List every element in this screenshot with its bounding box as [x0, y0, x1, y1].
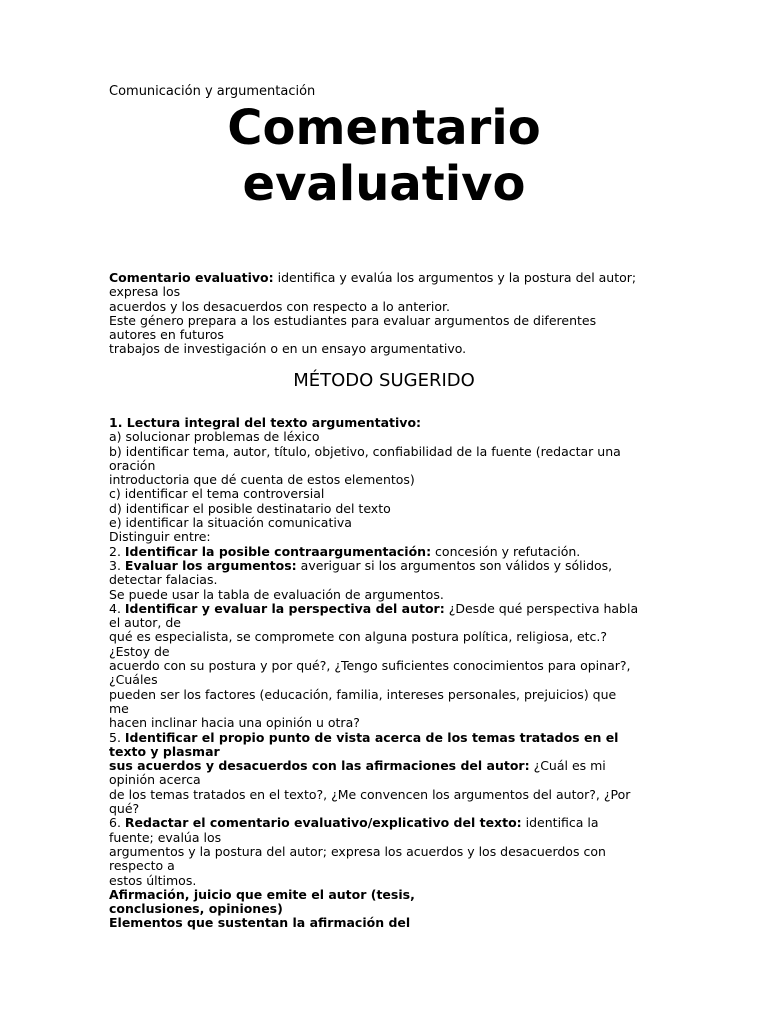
step-line: detectar falacias.: [109, 572, 218, 588]
step-line: texto y plasmar: [109, 743, 220, 759]
step-line: ¿Estoy de: [109, 643, 170, 659]
step-line: b) identificar tema, autor, título, objetivo, confiabilidad de la fuente (redactar una: [109, 443, 621, 459]
step-line: ¿Cuáles: [109, 672, 158, 688]
step-line: pueden ser los factores (educación, familia, intereses personales, prejuicios) que: [109, 686, 617, 702]
step-line: introductoria que dé cuenta de estos elementos): [109, 472, 415, 488]
step-line: 6. Redactar el comentario evaluativo/explicativo del texto: identifica la: [109, 815, 599, 831]
step-line: me: [109, 700, 129, 716]
step-line: Distinguir entre:: [109, 529, 211, 545]
intro-line: acuerdos y los desacuerdos con respecto a lo anterior.: [109, 298, 451, 314]
step-line: a) solucionar problemas de léxico: [109, 429, 320, 445]
step-line: 5. Identificar el propio punto de vista acerca de los temas tratados en el: [109, 729, 619, 745]
method-heading: MÉTODO SUGERIDO: [293, 370, 475, 391]
title-line-2: evaluativo: [242, 156, 526, 212]
step-line: argumentos y la postura del autor; expresa los acuerdos y los desacuerdos con: [109, 843, 606, 859]
step-line: 3. Evaluar los argumentos: averiguar si los argumentos son válidos y sólidos,: [109, 557, 613, 573]
intro-line: Comentario evaluativo: identifica y evalúa los argumentos y la postura del autor;: [109, 270, 637, 285]
step-line: el autor, de: [109, 615, 181, 631]
step-line: qué es especialista, se compromete con alguna postura política, religiosa, etc.?: [109, 629, 608, 645]
step-line: oración: [109, 457, 156, 473]
step-line: c) identificar el tema controversial: [109, 486, 325, 502]
step-line: hacen inclinar hacia una opinión u otra?: [109, 715, 360, 731]
step-line: opinión acerca: [109, 772, 201, 788]
intro-line: Este género prepara a los estudiantes para evaluar argumentos de diferentes: [109, 312, 597, 328]
step-line: fuente; evalúa los: [109, 829, 222, 845]
intro-line: expresa los: [109, 284, 181, 300]
step-line: respecto a: [109, 858, 175, 874]
step-line: d) identificar el posible destinatario del texto: [109, 500, 391, 516]
step-heading: 1. Lectura integral del texto argumentativo:: [109, 415, 422, 430]
step-line: acuerdo con su postura y por qué?, ¿Tengo suficientes conocimientos para opinar?,: [109, 658, 631, 674]
table-label: conclusiones, opiniones): [109, 901, 283, 917]
table-label: Elementos que sustentan la afirmación del: [109, 915, 411, 931]
subject-label: Comunicación y argumentación: [109, 84, 316, 99]
step-line: qué?: [109, 801, 140, 817]
step-line: Se puede usar la tabla de evaluación de argumentos.: [109, 586, 444, 602]
step-line: e) identificar la situación comunicativa: [109, 515, 352, 531]
method-steps: [109, 416, 669, 931]
intro-line: trabajos de investigación o en un ensayo argumentativo.: [109, 341, 467, 357]
step-line: sus acuerdos y desacuerdos con las afirmaciones del autor: ¿Cuál es mi: [109, 758, 606, 774]
step-line: estos últimos.: [109, 872, 197, 888]
title-line-1: Comentario: [227, 100, 541, 156]
page-title: [0, 100, 768, 212]
table-label: Afirmación, juicio que emite el autor (tesis,: [109, 886, 415, 902]
step-line: 2. Identificar la posible contraargumentación: concesión y refutación.: [109, 543, 581, 559]
step-line: 4. Identificar y evaluar la perspectiva del autor: ¿Desde qué perspectiva habla: [109, 600, 639, 616]
intro-line: autores en futuros: [109, 327, 224, 343]
intro-paragraph: [109, 271, 669, 357]
intro-term: Comentario evaluativo:: [109, 270, 274, 285]
step-line: de los temas tratados en el texto?, ¿Me convencen los argumentos del autor?, ¿Por: [109, 786, 631, 802]
